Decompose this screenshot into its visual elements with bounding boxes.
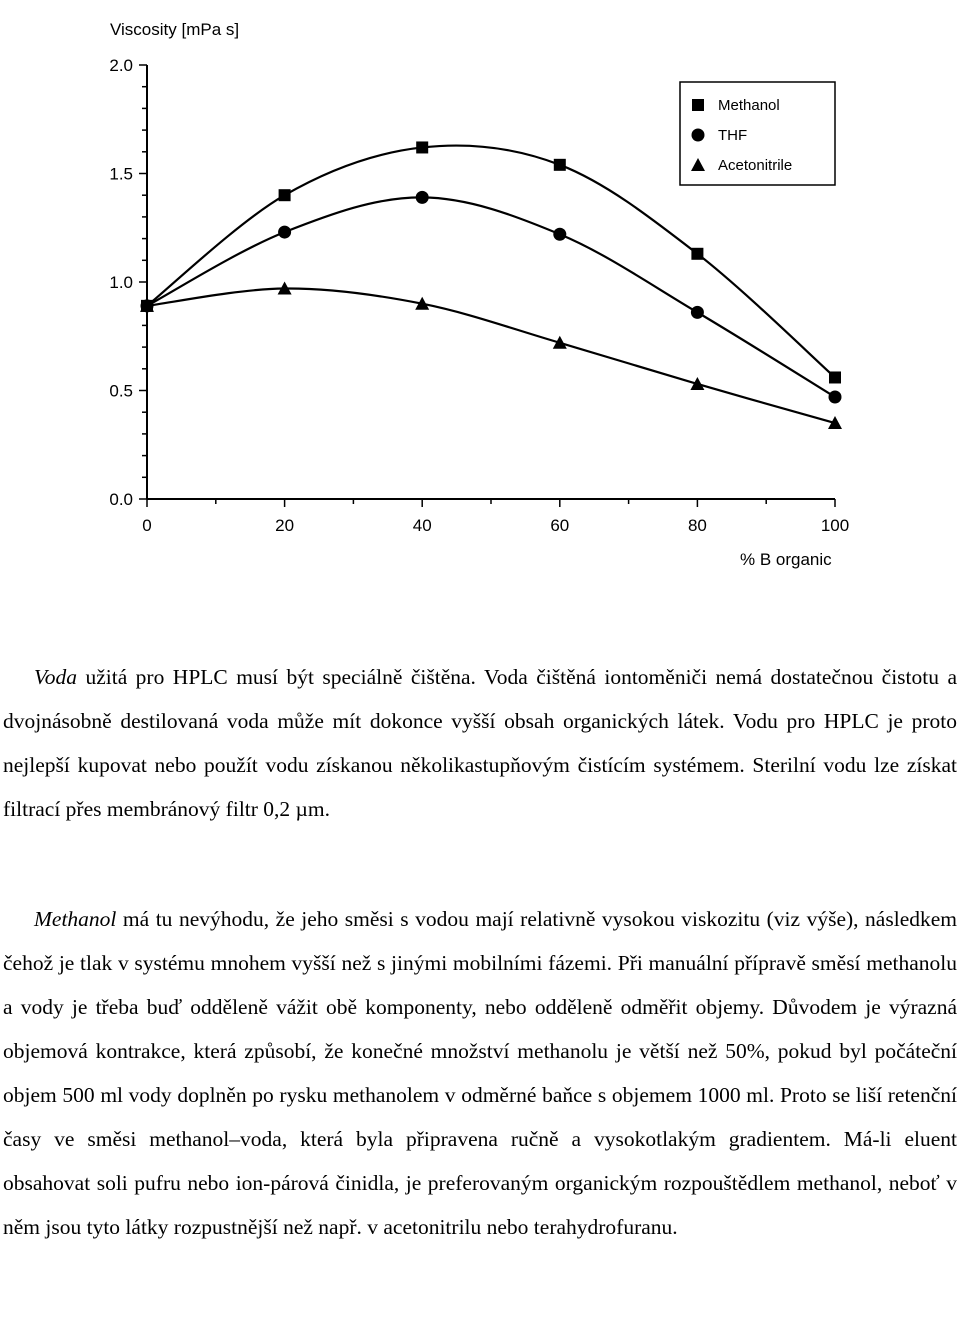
legend-acetonitrile-label: Acetonitrile [718, 157, 793, 174]
thf-point [691, 306, 704, 319]
x-tick-label: 80 [687, 516, 707, 535]
x-tick-label: 40 [412, 516, 432, 535]
thf-curve [147, 197, 835, 397]
y-tick-label: 0.5 [109, 381, 133, 401]
legend-methanol-label: Methanol [718, 97, 780, 114]
legend-thf-marker [692, 129, 705, 142]
x-tick-label: 100 [820, 516, 850, 535]
thf-point [278, 226, 291, 239]
paragraph-methanol-body: má tu nevýhodu, že jeho směsi s vodou mají relativně vysokou viskozitu (viz výše), následkem čehož je tlak v systému mnohem vyšší než s jinými mobilními fázemi. Při manuální přípravě směsí methanolu a vody je třeba buď odděleně vážit obě komponenty, nebo odděleně odměřit objemy. Důvodem je výrazná objemová kontrakce, která způsobí, že konečné množství methanolu je větší než 50%, pokud byl počáteční objem 500 ml vody doplněn po rysku methanolem v odměrné baňce s objemem 1000 ml. Proto se liší retenční časy ve směsi methanol–voda, která byla připravena ručně a vysokotlakým gradientem. Má-li eluent obsahovat soli pufru nebo ion-párová činidla, je preferovaným organickým rozpouštědlem methanol, neboť v něm jsou tyto látky rozpustnější než např. v acetonitrilu nebo terahydrofuranu. [3, 907, 957, 1239]
y-tick-label: 0.0 [109, 490, 133, 509]
thf-point [416, 191, 429, 204]
x-axis-ticks [142, 499, 849, 535]
legend-acetonitrile-marker [691, 158, 705, 171]
paragraph-water-lead: Voda [34, 665, 77, 689]
viscosity-chart [0, 0, 960, 600]
legend-methanol-marker [692, 99, 704, 111]
methanol-point [279, 189, 291, 201]
paragraph-water-body: užitá pro HPLC musí být speciálně čištěna. Voda čištěná iontoměniči nemá dostatečnou čistotu a dvojnásobně destilovaná voda může mít dokonce vyšší obsah organických látek. Vodu pro HPLC je proto nejlepší kupovat nebo použít vodu získanou několikastupňovým čistícím systémem. Sterilní vodu lze získat filtrací přes membránový filtr 0,2 µm. [3, 665, 957, 821]
paragraph-water [3, 655, 957, 831]
y-tick-label: 2.0 [109, 56, 133, 75]
x-tick-label: 60 [550, 516, 570, 535]
y-axis-label: Viscosity [mPa s] [110, 20, 240, 39]
y-tick-label: 1.5 [109, 164, 133, 184]
legend [680, 82, 835, 185]
paragraph-methanol-lead: Methanol [34, 907, 117, 931]
x-tick-label: 0 [142, 516, 152, 535]
methanol-curve [147, 146, 835, 378]
methanol-point [691, 248, 703, 260]
methanol-point [829, 371, 841, 383]
x-axis-label: % B organic [740, 550, 832, 569]
methanol-point [416, 141, 428, 153]
paragraph-methanol [3, 897, 957, 1249]
y-axis-ticks [109, 56, 147, 509]
series-curves [147, 146, 835, 424]
thf-point [829, 391, 842, 404]
acetonitrile-curve [147, 288, 835, 423]
thf-point [553, 228, 566, 241]
methanol-point [554, 159, 566, 171]
y-tick-label: 1.0 [109, 273, 133, 292]
legend-thf-label: THF [718, 127, 748, 144]
x-tick-label: 20 [275, 516, 295, 535]
